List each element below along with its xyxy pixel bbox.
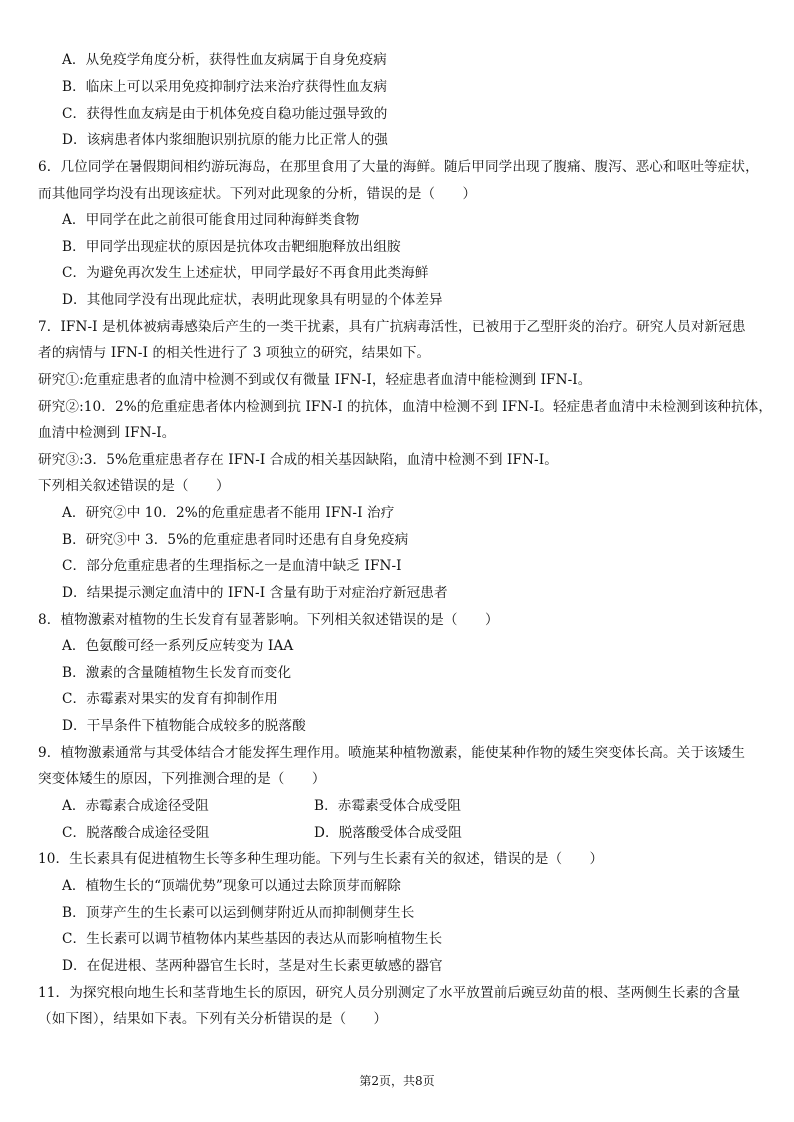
q8-stem: 8．植物激素对植物的生长发育有显著影响。下列相关叙述错误的是（ ） — [38, 612, 499, 628]
q9-option-b: B．赤霉素受体合成受阻 — [314, 798, 462, 814]
q7-study-2-line2: 血清中检测到 IFN-I。 — [38, 425, 176, 441]
q6-option-a: A．甲同学在此之前很可能食用过同种海鲜类食物 — [62, 212, 360, 228]
q7-option-d: D．结果提示测定血清中的 IFN-I 含量有助于对症治疗新冠患者 — [62, 585, 448, 601]
q8-option-c: C．赤霉素对果实的发育有抑制作用 — [62, 691, 278, 707]
q9-option-d: D．脱落酸受体合成受阻 — [314, 825, 462, 841]
page-footer: 第2页，共8页 — [359, 1074, 435, 1088]
q6-stem-line1: 6．几位同学在暑假期间相约游玩海岛，在那里食用了大量的海鲜。随后甲同学出现了腹痛、腹泻、恶心和呕吐等症状， — [38, 159, 759, 175]
q7-option-b: B．研究③中 3．5%的危重症患者同时还患有自身免疫病 — [62, 532, 409, 548]
q9-stem-line1: 9．植物激素通常与其受体结合才能发挥生理作用。喷施某种植物激素，能使某种作物的矮生突变体长高。关于该矮生 — [38, 745, 746, 761]
q11-stem-line1: 11．为探究根向地生长和茎背地生长的原因，研究人员分别测定了水平放置前后豌豆幼苗的根、茎两侧生长素的含量 — [38, 985, 741, 1001]
q6-option-b: B．甲同学出现症状的原因是抗体攻击靶细胞释放出组胺 — [62, 239, 401, 255]
q8-option-d: D．干旱条件下植物能合成较多的脱落酸 — [62, 718, 306, 734]
q10-option-a: A．植物生长的“顶端优势”现象可以通过去除顶芽而解除 — [62, 878, 401, 894]
q10-option-c: C．生长素可以调节植物体内某些基因的表达从而影响植物生长 — [62, 931, 443, 947]
q6-option-d: D．其他同学没有出现此症状，表明此现象具有明显的个体差异 — [62, 292, 443, 308]
q8-option-b: B．激素的含量随植物生长发育而变化 — [62, 665, 292, 681]
q5-option-b: B．临床上可以采用免疫抑制疗法来治疗获得性血友病 — [62, 79, 388, 95]
q5-option-a: A．从免疫学角度分析，获得性血友病属于自身免疫病 — [62, 52, 387, 68]
q10-option-b: B．顶芽产生的生长素可以运到侧芽附近从而抑制侧芽生长 — [62, 905, 415, 921]
q10-option-d: D．在促进根、茎两种器官生长时，茎是对生长素更敏感的器官 — [62, 958, 443, 974]
q8-option-a: A．色氨酸可经一系列反应转变为 IAA — [62, 638, 294, 654]
q9-stem-line2: 突变体矮生的原因，下列推测合理的是（ ） — [38, 771, 326, 787]
q10-stem: 10．生长素具有促进植物生长等多种生理功能。下列与生长素有关的叙述，错误的是（ ） — [38, 851, 604, 867]
q7-stem-line1: 7．IFN-I 是机体被病毒感染后产生的一类干扰素，具有广抗病毒活性，已被用于乙型肝炎的治疗。研究人员对新冠患 — [38, 319, 746, 335]
q7-question: 下列相关叙述错误的是（ ） — [38, 478, 230, 494]
q7-stem-line2: 者的病情与 IFN-I 的相关性进行了 3 项独立的研究，结果如下。 — [38, 345, 431, 361]
q7-option-c: C．部分危重症患者的生理指标之一是血清中缺乏 IFN-I — [62, 558, 402, 574]
q9-option-a: A．赤霉素合成途径受阻 — [62, 798, 209, 814]
q6-option-c: C．为避免再次发生上述症状，甲同学最好不再食用此类海鲜 — [62, 265, 429, 281]
q5-option-c: C．获得性血友病是由于机体免疫自稳功能过强导致的 — [62, 106, 388, 122]
q11-stem-line2: （如下图），结果如下表。下列有关分析错误的是（ ） — [38, 1011, 388, 1027]
q7-study-2-line1: 研究②:10．2%的危重症患者体内检测到抗 IFN-I 的抗体，血清中检测不到 IFN-I。轻症患者血清中未检测到该种抗体， — [38, 399, 773, 415]
q9-option-c: C．脱落酸合成途径受阻 — [62, 825, 210, 841]
q6-stem-line2: 而其他同学均没有出现该症状。下列对此现象的分析，错误的是（ ） — [38, 186, 477, 202]
q7-study-1: 研究①:危重症患者的血清中检测不到或仅有微量 IFN-I，轻症患者血清中能检测到 IFN-I。 — [38, 372, 592, 388]
q7-study-3: 研究③:3．5%危重症患者存在 IFN-I 合成的相关基因缺陷，血清中检测不到 IFN-I。 — [38, 452, 558, 468]
q5-option-d: D．该病患者体内浆细胞识别抗原的能力比正常人的强 — [62, 132, 388, 148]
q7-option-a: A．研究②中 10．2%的危重症患者不能用 IFN-I 治疗 — [62, 505, 395, 521]
